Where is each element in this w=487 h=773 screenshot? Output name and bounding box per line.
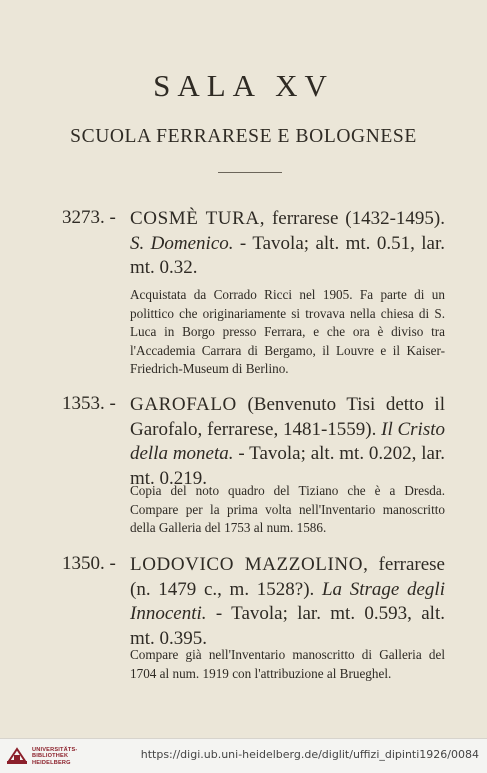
work-detail: - Tavola; alt. mt. 0.51, lar. mt. 0.32. bbox=[130, 232, 445, 278]
entry-number: 3273. - bbox=[62, 207, 116, 228]
entry-heading bbox=[130, 393, 445, 491]
entry-note: Acquistata da Corrado Ricci nel 1905. Fa parte di un polittico che originariamente si trovava nella chiesa di S. Luca in Borgo presso Ferrara, e che ora è diviso tra l'Accademia Carrara di Bergamo, il Louvre e il Kaiser-Friedrich-Museum di Berlino. bbox=[130, 287, 445, 377]
title-divider bbox=[218, 172, 282, 173]
work-title: S. Domenico. bbox=[130, 232, 234, 254]
logo-line: HEIDELBERG bbox=[32, 759, 71, 766]
artist-name: LODOVICO MAZZOLINO, bbox=[130, 554, 369, 575]
entry-number: 1350. - bbox=[62, 553, 116, 574]
entry-note: Copia del noto quadro del Tiziano che è a Dresda. Compare per la prima volta nell'Inventario manoscritto della Galleria del 1753 al num. 1586. bbox=[130, 483, 445, 536]
artist-detail: ferrarese (n. 1479 c., m. 1528?). bbox=[130, 554, 445, 600]
logo-line: BIBLIOTHEK bbox=[32, 753, 69, 760]
artist-name: COSMÈ TURA, bbox=[130, 208, 266, 229]
entry-heading bbox=[130, 553, 445, 651]
library-emblem-icon bbox=[6, 746, 28, 768]
work-detail: - Tavola; lar. mt. 0.593, alt. mt. 0.395. bbox=[130, 603, 445, 649]
work-title: Il Cristo della moneta. bbox=[130, 418, 445, 464]
artist-name: GAROFALO bbox=[130, 394, 237, 415]
work-title: La Strage degli Innocenti. bbox=[130, 578, 445, 624]
school-title: SCUOLA FERRARESE E BOLOGNESE bbox=[70, 126, 417, 147]
artist-detail: ferrarese (1432-1495). bbox=[265, 208, 445, 229]
viewer-footer bbox=[0, 738, 487, 773]
entry-heading bbox=[130, 207, 445, 281]
artist-detail: (Benvenuto Tisi detto il Garofalo, ferrarese, 1481-1559). bbox=[130, 394, 445, 440]
library-logo-text bbox=[32, 747, 78, 766]
permalink-url[interactable]: https://digi.ub.uni-heidelberg.de/diglit/uffizi_dipinti1926/0084 bbox=[140, 748, 479, 761]
library-logo[interactable] bbox=[6, 745, 96, 769]
logo-line: UNIVERSITÄTS- bbox=[32, 747, 78, 753]
entry-note: Compare già nell'Inventario manoscritto di Galleria del 1704 al num. 1919 con l'attribuzione al Brueghel. bbox=[130, 647, 445, 681]
work-detail: - Tavola; alt. mt. 0.202, lar. mt. 0.219. bbox=[130, 443, 445, 489]
entry-number: 1353. - bbox=[62, 393, 116, 414]
hall-title: SALA XV bbox=[153, 68, 334, 103]
